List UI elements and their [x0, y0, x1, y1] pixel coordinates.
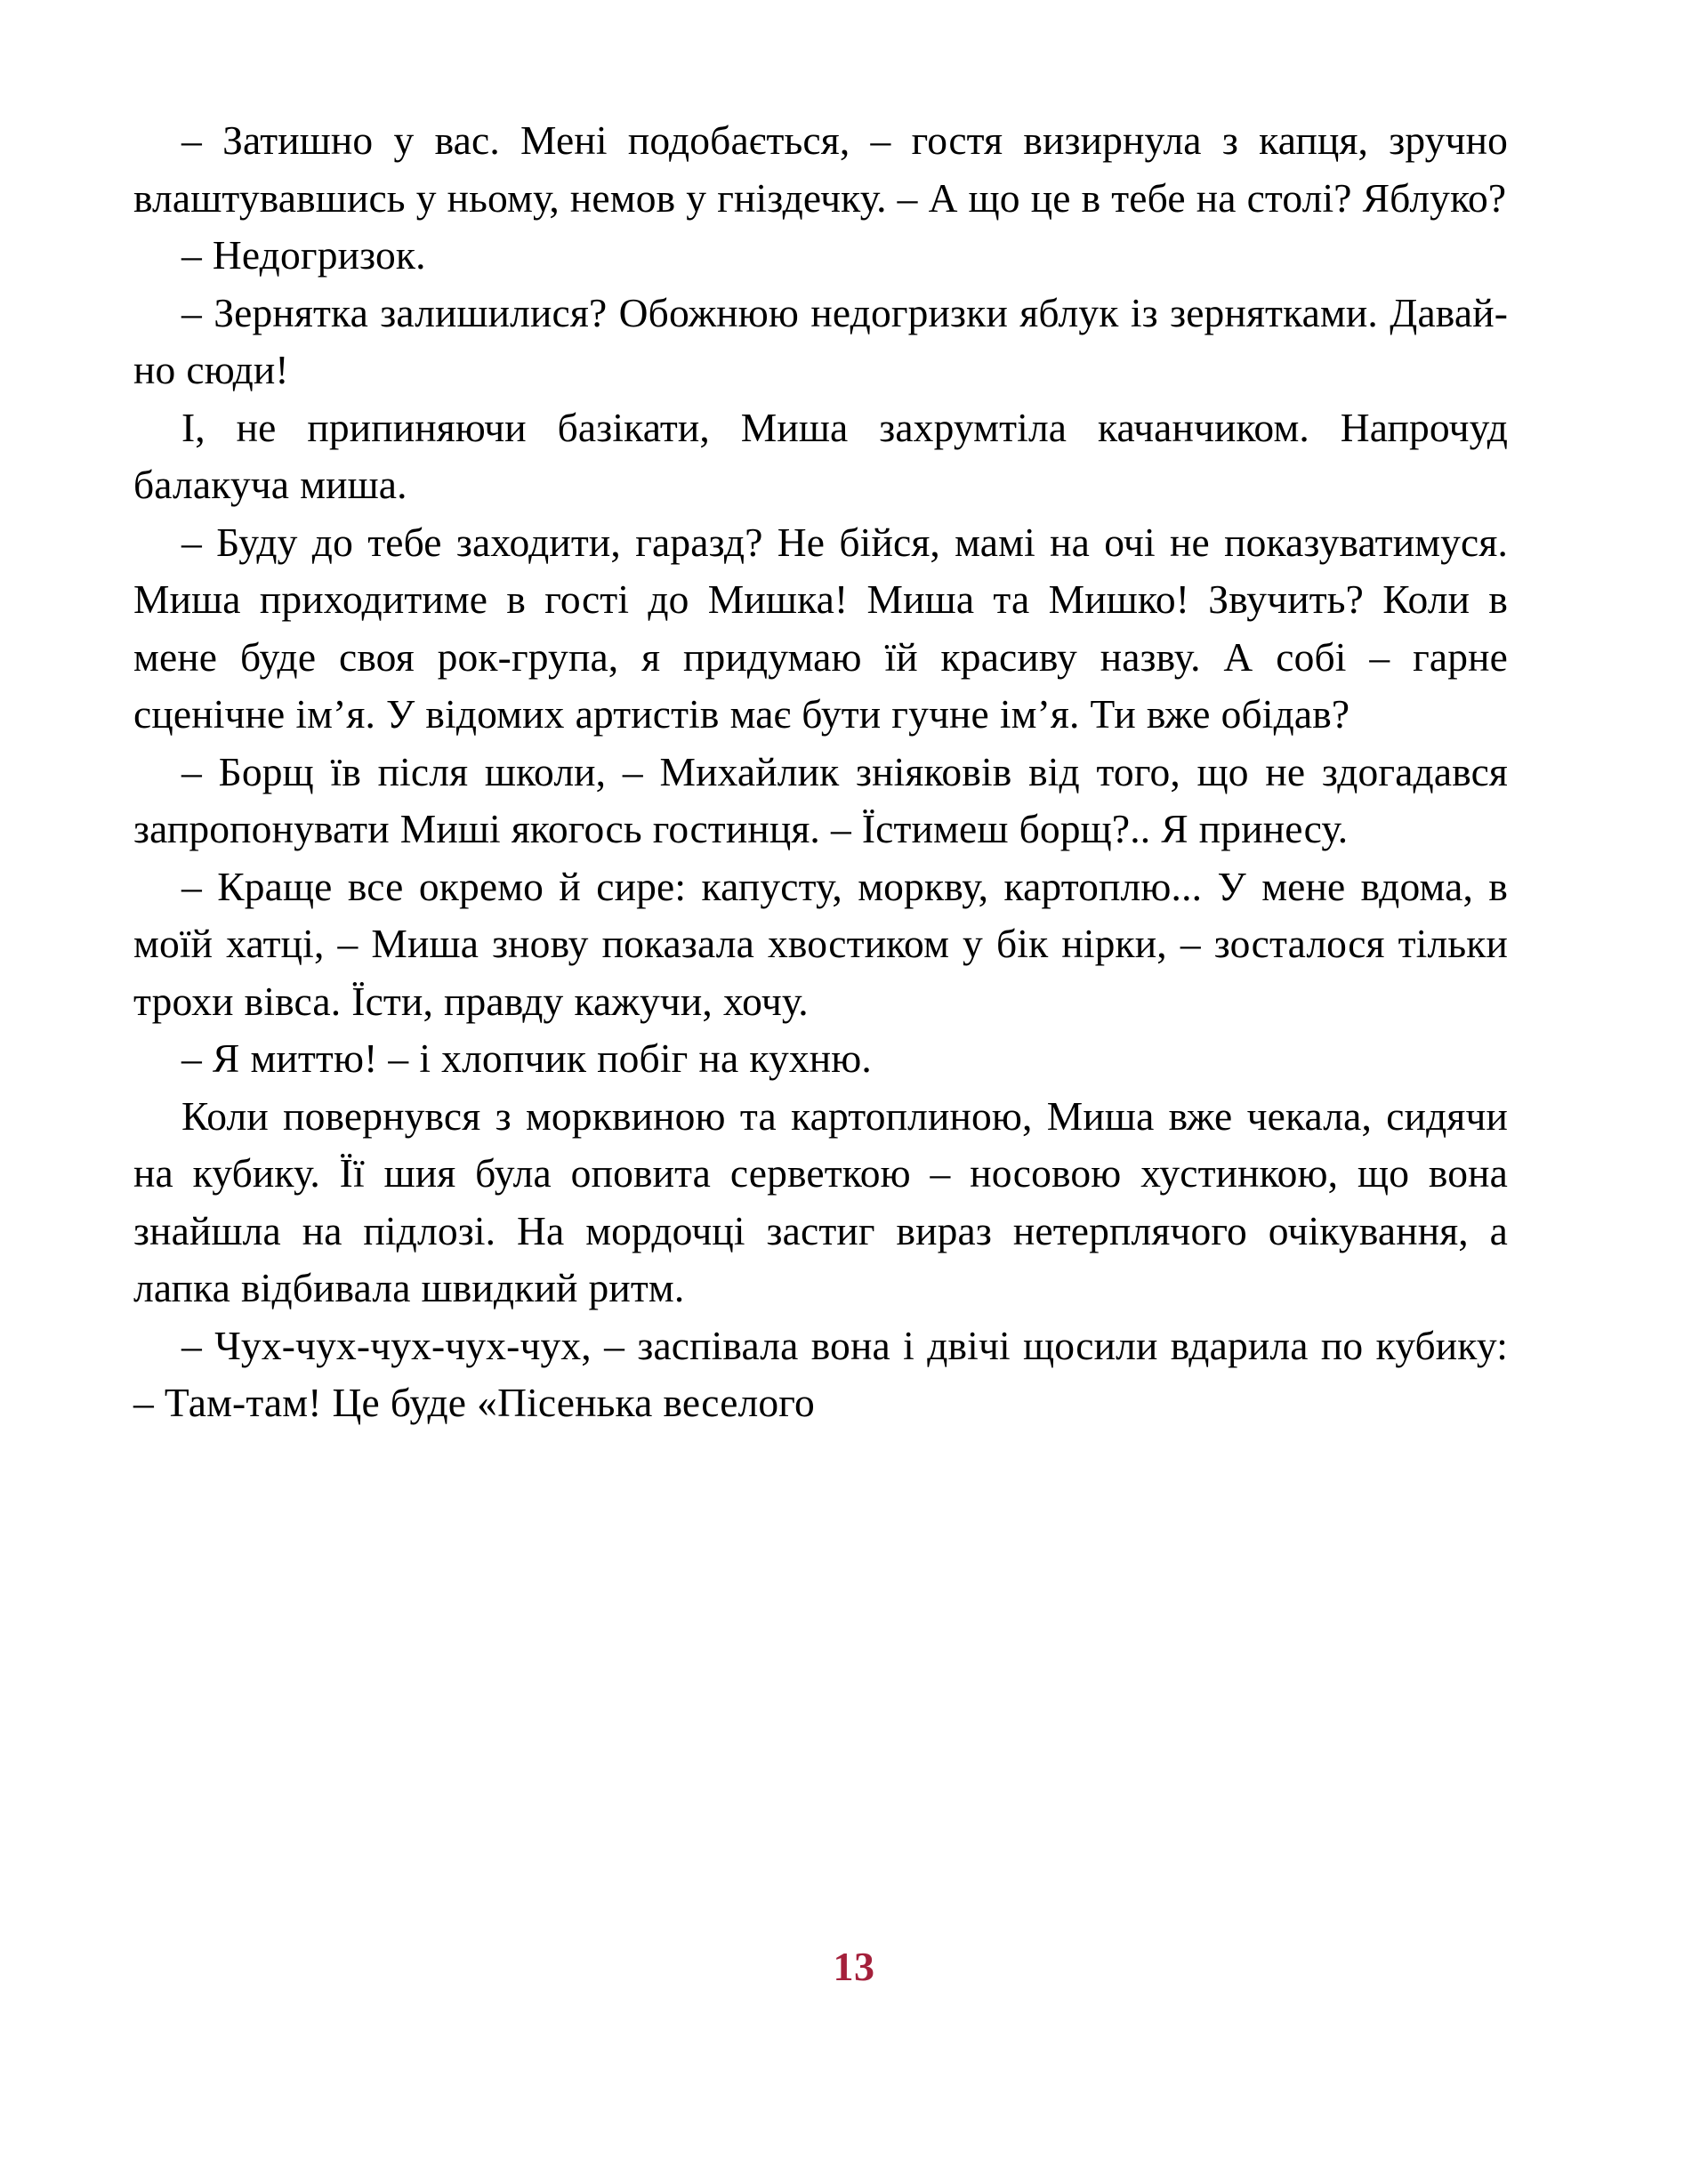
paragraph: Коли повернувся з морквиною та картоплиною, Миша вже чекала, сидячи на кубику. Її шия була оповита серветкою – носовою хустинкою, що вона знайшла на підлозі. На мордочці застиг вираз нетерплячого очікування, а лапка відбивала швидкий ритм. [133, 1092, 1508, 1310]
paragraph: – Недогризок. [181, 232, 426, 278]
paragraph: – Затишно у вас. Мені подобається, – гостя визирнула з капця, зручно влаштувавшись у ньому, немов у гніздечку. – А що це в тебе на столі? Яблуко? [133, 117, 1508, 221]
page-body-text [133, 112, 1508, 1432]
paragraph: І, не припиняючи базікати, Миша захрумтіла качанчиком. Напрочуд балакуча миша. [133, 404, 1508, 507]
paragraph: – Борщ їв після школи, – Михайлик зніяковів від того, що не здогадався запропонувати Миші якогось гостинця. – Їстимеш борщ?.. Я принесу. [133, 748, 1508, 851]
page-number: 13 [833, 1944, 875, 1989]
paragraph: – Зернятка залишилися? Обожнюю недогризки яблук із зернятками. Давай-но сюди! [133, 289, 1508, 392]
paragraph: – Буду до тебе заходити, гаразд? Не бійся, мамі на очі не показуватимуся. Миша приходитиме в гості до Мишка! Миша та Мишко! Звучить? Коли в мене буде своя рок-група, я придумаю їй красиву назву. А собі – гарне сценічне ім’я. У відомих артистів має бути гучне ім’я. Ти вже обідав? [133, 519, 1508, 737]
paragraph: – Чух-чух-чух-чух-чух, – заспівала вона і двічі щосили вдарила по кубику: – Там-там! Це буде «Пісенька веселого [133, 1322, 1508, 1425]
paragraph: – Краще все окремо й сире: капусту, моркву, картоплю... У мене вдома, в моїй хатці, – Миша знову показала хвостиком у бік нірки, – зосталося тільки трохи вівса. Їсти, правду кажучи, хочу. [133, 863, 1508, 1024]
paragraph: – Я миттю! – і хлопчик побіг на кухню. [181, 1035, 872, 1081]
